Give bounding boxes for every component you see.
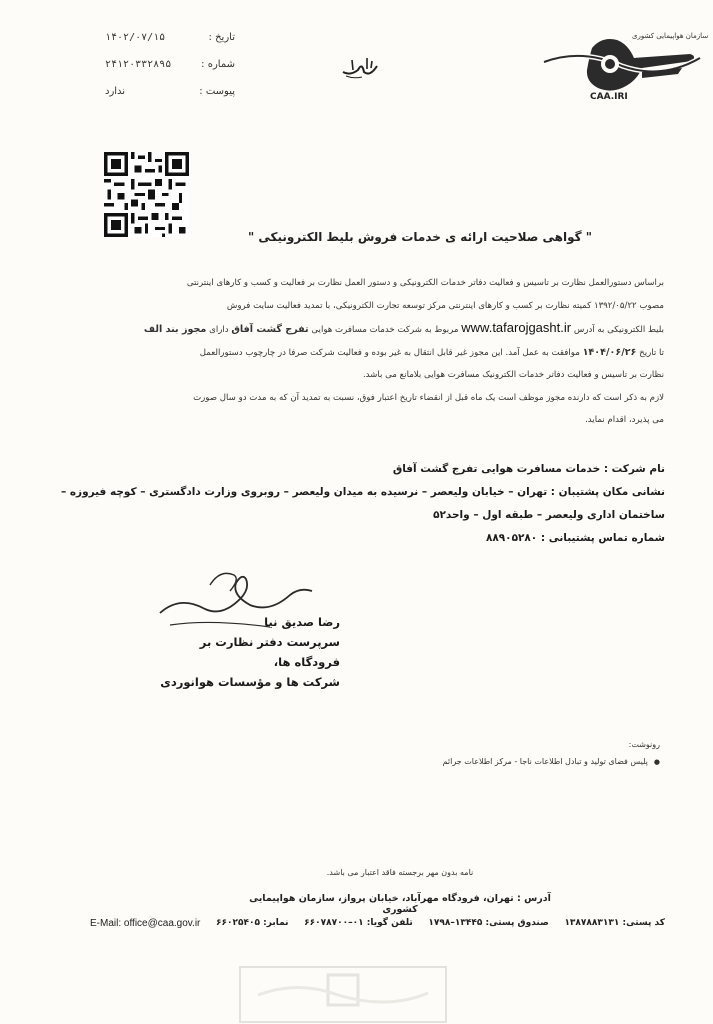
attachment-label: پیوست : [199, 86, 235, 97]
body-line: براساس دستورالعمل نظارت بر تاسیس و فعالیت دفاتر خدمات الکترونیکی و دستور العمل نظارت بر فعالیت و کسب و کارهای اینترنتی [186, 278, 664, 288]
company-name-line: نام شرکت : خدمات مسافرت هوایی تفرج گشت آفاق [392, 463, 665, 475]
permit-type: مجوز بند الف [143, 324, 207, 335]
org-address: آدرس : تهران، فرودگاه مهرآباد، خیابان پرواز، سازمان هواپیمایی کشوری [249, 893, 551, 915]
letter-meta [105, 24, 235, 105]
signatory-block [155, 612, 340, 692]
body-line: نظارت بر تاسیس و فعالیت دفاتر خدمات الکترونیک مسافرت هوایی بلامانع می باشد. [362, 370, 664, 380]
postal-code: کد پستی: ۱۳۸۷۸۸۳۱۳۱ [564, 918, 665, 928]
address-line: نشانی مکان پشتیبان : تهران – خیابان ولیعصر – نرسیده به میدان ولیعصر – روبروی وزارت دادگستری – کوچه فیروزه – [60, 486, 665, 498]
email-link[interactable]: E-Mail: office@caa.gov.ir [90, 918, 201, 929]
body-text: دارای [209, 325, 229, 335]
bismillah-calligraphy [340, 52, 380, 80]
fax: نمابر: ۶۶۰۲۵۴۰۵ [216, 918, 289, 928]
attachment-value: ندارد [105, 86, 126, 97]
body-text: تا تاریخ [639, 347, 664, 358]
certificate-body [104, 272, 664, 432]
date-value: ۱۴۰۲/۰۷/۱۵ [105, 32, 166, 43]
address-line: ساختمان اداری ولیعصر – طبقه اول – واحد۵۲ [433, 509, 665, 521]
body-line [104, 317, 664, 342]
attachment-row [105, 78, 235, 105]
phone: تلفن گویا: ۰۱–۶۶۰۷۸۷۰۰ [304, 918, 413, 928]
company-name-bold: تفرج گشت آفاق [231, 324, 309, 335]
embossed-stamp [238, 965, 448, 1024]
certificate-title: " گواهی صلاحیت ارائه ی خدمات فروش بلیط الکترونیکی " [247, 230, 593, 244]
signatory-title: شرکت ها و مؤسسات هوانوردی [160, 675, 340, 689]
cc-label: رونوشت: [628, 740, 660, 749]
body-text: بلیط الکترونیکی به آدرس [573, 325, 664, 335]
date-row [105, 24, 235, 51]
support-phone-line: شماره تماس پشتیبانی : ۸۸۹۰۵۲۸۰ [485, 532, 665, 544]
body-line: مصوب ۱۳۹۲/۰۵/۲۲ کمیته نظارت بر کسب و کارهای اینترنتی مرکز توسعه تجارت الکترونیکی، با تمدید فعالیت سایت فروش [226, 300, 664, 311]
po-box: صندوق پستی: ۱۳۴۴۵–۱۷۹۸ [428, 918, 549, 928]
logo-caption: CAA.IRI [590, 92, 628, 102]
cc-item: ● پلیس فضای تولید و تبادل اطلاعات ناجا - مرکز اطلاعات جرائم [400, 757, 660, 766]
body-text: موافقت به عمل آمد. این مجوز غیر قابل انتقال به غیر بوده و فعالیت شرکت صرفا در چارچوب دستورالعمل [199, 347, 580, 358]
signatory-name: رضا صدیق نیا [264, 615, 340, 629]
company-info [60, 458, 665, 550]
signatory-title: سرپرست دفتر نظارت بر فرودگاه ها، [199, 635, 340, 669]
number-row [105, 51, 235, 78]
expiry-date: ۱۴۰۴/۰۶/۲۶ [582, 346, 637, 358]
body-line [104, 342, 664, 365]
body-line: می پذیرد، اقدام نماید. [585, 415, 664, 425]
website-link[interactable]: www.tafarojgasht.ir [461, 320, 572, 335]
number-label: شماره : [201, 59, 235, 70]
contact-footer [90, 918, 665, 929]
org-name: سازمان هواپیمایی کشوری [632, 32, 709, 40]
validity-note: نامه بدون مهر برجسته فاقد اعتبار می باشد. [326, 868, 474, 877]
cc-list [400, 740, 660, 766]
date-label: تاریخ : [208, 32, 235, 43]
body-text: مربوط به شرکت خدمات مسافرت هوایی [311, 325, 459, 335]
number-value: ۲۴۱۲۰۳۳۲۸۹۵ [105, 59, 172, 70]
body-line: لازم به ذکر است که دارنده مجوز موظف است یک ماه قبل از انقضاء تاریخ اعتبار فوق، نسبت به تمدید آن که به مدت دو سال صورت [193, 392, 664, 403]
qr-code [104, 152, 189, 237]
